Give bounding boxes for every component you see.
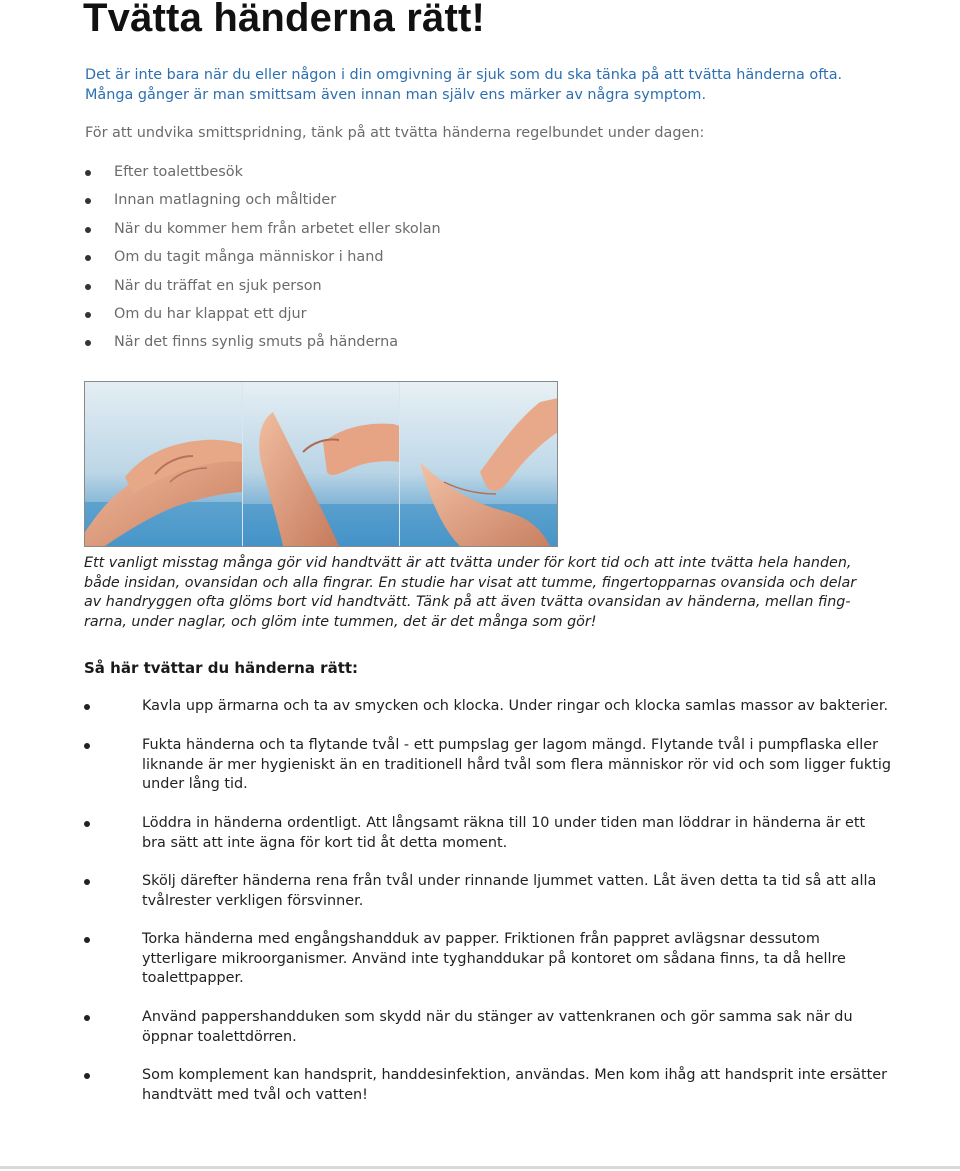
caption-paragraph	[84, 554, 856, 632]
occasion-text: Om du tagit många människor i hand	[114, 249, 384, 266]
occasion-text: Innan matlagning och måltider	[114, 192, 337, 209]
caption-line: rarna, under naglar, och glöm inte tummen, det är det många som gör!	[84, 613, 597, 630]
list-item	[84, 1008, 853, 1047]
handwashing-photos	[84, 381, 558, 547]
list-item	[84, 1066, 887, 1105]
step-line: Löddra in händerna ordentligt. Att långsamt räkna till 10 under tiden man löddrar in händerna är ett	[142, 815, 866, 831]
bullet-icon	[85, 340, 91, 346]
bullet-icon	[84, 821, 90, 827]
occasion-text: Om du har klappat ett djur	[114, 305, 307, 322]
list-item	[84, 736, 891, 795]
step-line: Kavla upp ärmarna och ta av smycken och klocka. Under ringar och klocka samlas massor av bakterier.	[142, 698, 889, 714]
bullet-icon	[84, 937, 90, 943]
list-item	[85, 190, 441, 218]
bullet-icon	[85, 284, 91, 290]
occasions-list	[85, 162, 441, 361]
step-line: liknande är mer hygieniskt än en traditionell hård tvål som flera människor rör vid och som ligger fuktig	[142, 756, 891, 773]
occasion-text: Efter toalettbesök	[114, 164, 243, 180]
step-line: under lång tid.	[142, 776, 248, 793]
step-line: ytterligare mikroorganismer. Använd inte tyghanddukar på kontoret om sådana finns, ta då hellre	[142, 950, 846, 967]
step-line: bra sätt att inte ägna för kort tid åt detta moment.	[142, 834, 508, 851]
list-item	[85, 247, 441, 275]
bullet-icon	[84, 704, 90, 710]
bottom-divider	[0, 1166, 960, 1169]
bullet-icon	[84, 743, 90, 749]
occasions-intro: För att undvika smittspridning, tänk på att tvätta händerna regelbundet under dagen:	[85, 125, 705, 141]
step-line: toalettpapper.	[142, 970, 244, 987]
step-line: Som komplement kan handsprit, handdesinfektion, användas. Men kom ihåg att handsprit inte ersätter	[142, 1067, 888, 1083]
bullet-icon	[84, 1073, 90, 1079]
bullet-icon	[85, 312, 91, 318]
photo-fingertips-palm	[399, 382, 557, 546]
list-item	[85, 276, 441, 304]
bullet-icon	[84, 879, 90, 885]
occasion-text: När det finns synlig smuts på händerna	[114, 334, 399, 351]
bullet-icon	[84, 1015, 90, 1021]
intro-paragraph	[85, 65, 915, 105]
bullet-icon	[85, 170, 91, 176]
list-item	[85, 219, 441, 247]
list-item	[84, 697, 888, 717]
bullet-icon	[85, 227, 91, 233]
occasion-text: När du träffat en sjuk person	[114, 277, 322, 294]
intro-line: Många gånger är man smittsam även innan man själv ens märker av några symptom.	[85, 87, 707, 103]
caption-line: av handryggen ofta glöms bort vid handtvätt. Tänk på att även tvätta ovansidan av händerna, mellan fing-	[84, 594, 851, 611]
step-line: Använd pappershandduken som skydd när du stänger av vattenkranen och gör samma sak när du	[142, 1009, 853, 1025]
list-item	[85, 304, 441, 332]
occasion-text: När du kommer hem från arbetet eller skolan	[114, 220, 441, 237]
list-item	[84, 814, 865, 853]
list-item	[84, 872, 876, 911]
step-line: handtvätt med tvål och vatten!	[142, 1086, 368, 1103]
list-item	[85, 332, 441, 360]
list-item	[85, 162, 441, 190]
step-line: tvålrester verkligen försvinner.	[142, 892, 364, 909]
step-line: Skölj därefter händerna rena från tvål under rinnande ljummet vatten. Låt även detta ta tid så att alla	[142, 873, 877, 889]
step-line: Torka händerna med engångshandduk av papper. Friktionen från pappret avlägsnar dessutom	[142, 931, 820, 947]
bullet-icon	[85, 255, 91, 261]
step-line: Fukta händerna och ta flytande tvål - ett pumpslag ger lagom mängd. Flytande tvål i pumpflaska eller	[142, 737, 878, 753]
caption-line: både insidan, ovansidan och alla fingrar. En studie har visat att tumme, fingertopparnas ovansida och delar	[84, 574, 857, 591]
howto-heading: Så här tvättar du händerna rätt:	[84, 659, 359, 677]
list-item	[84, 930, 846, 989]
step-line: öppnar toalettdörren.	[142, 1028, 297, 1045]
photo-thumb-rub	[242, 382, 400, 546]
bullet-icon	[85, 198, 91, 204]
page-title: Tvätta händerna rätt!	[83, 0, 486, 40]
photo-hands-clasped	[85, 382, 242, 546]
intro-line: Det är inte bara när du eller någon i din omgivning är sjuk som du ska tänka på att tvätta händerna ofta.	[85, 67, 843, 83]
caption-line: Ett vanligt misstag många gör vid handtvätt är att tvätta under för kort tid och att inte tvätta hela handen,	[84, 555, 852, 571]
